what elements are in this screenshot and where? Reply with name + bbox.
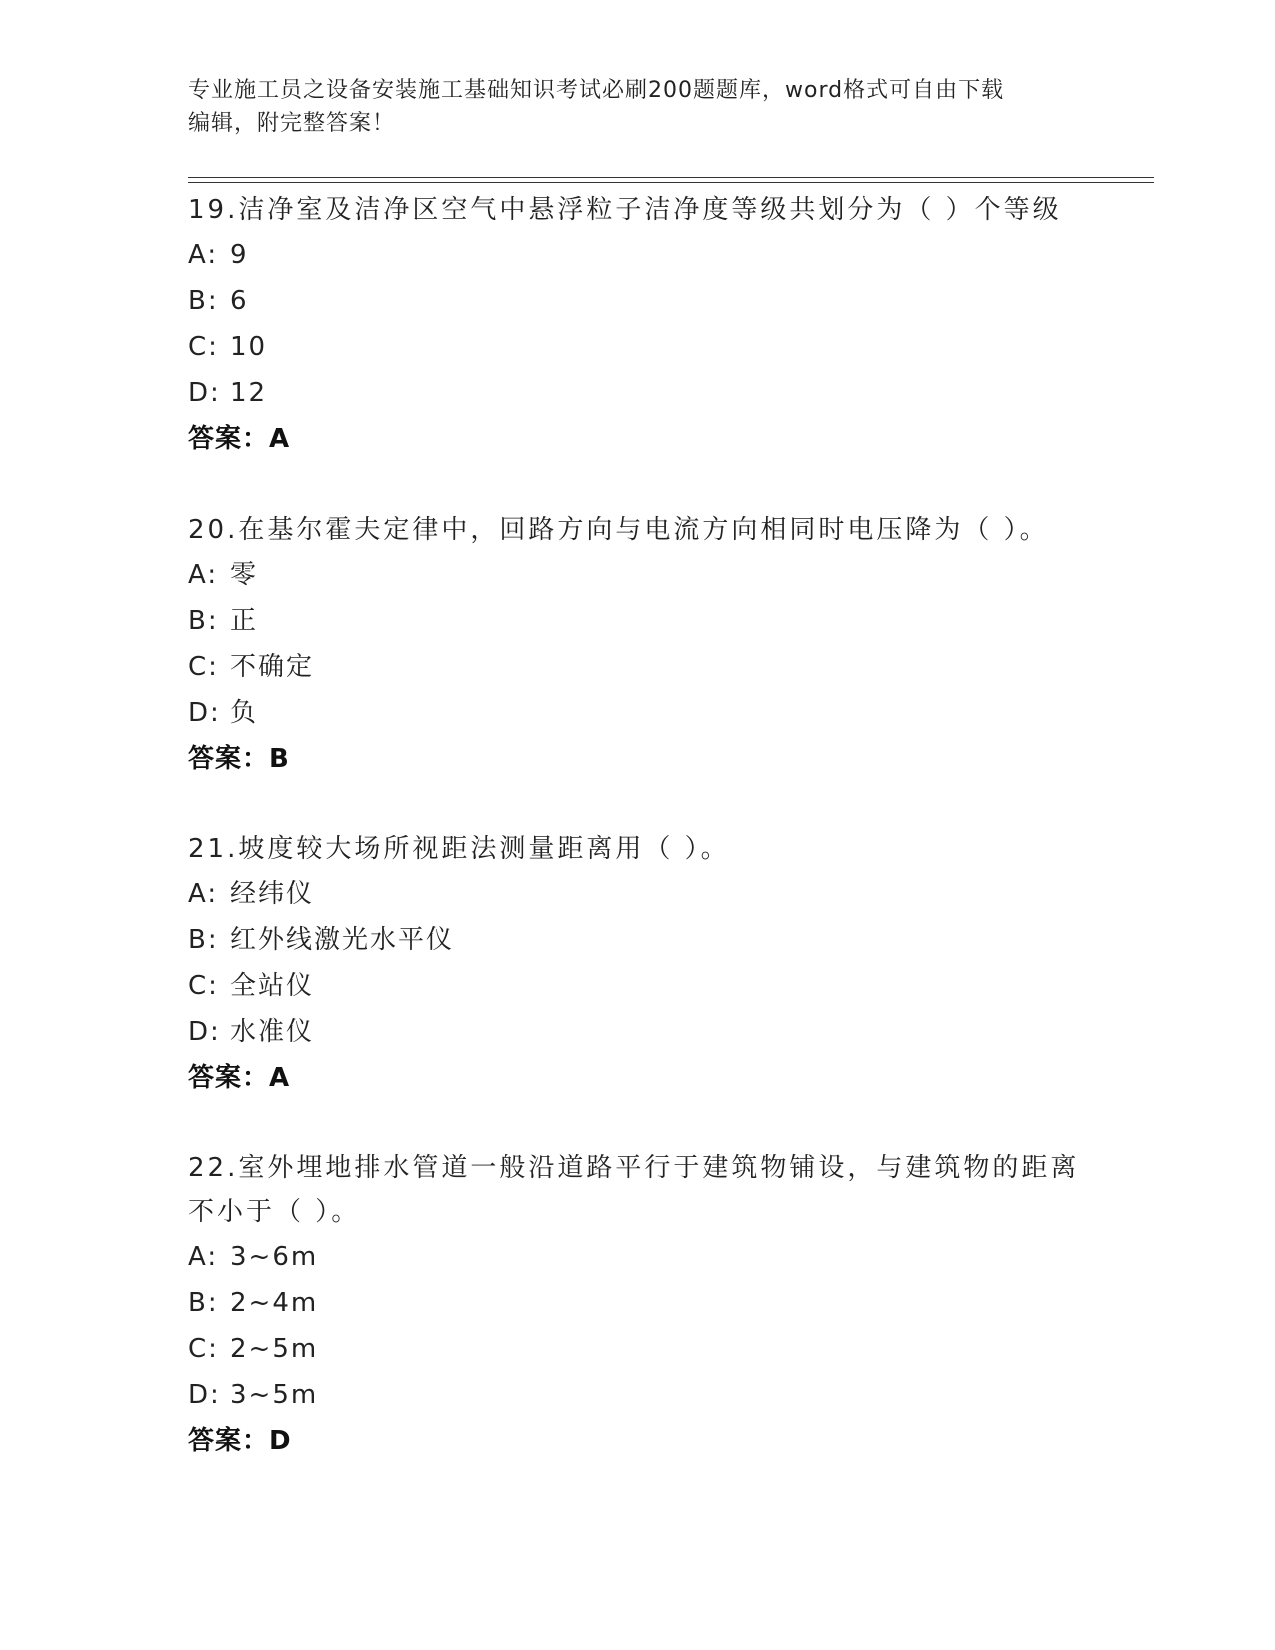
option-text: 全站仪	[230, 971, 315, 1001]
option-text: 2~4m	[230, 1288, 319, 1318]
option-b	[188, 278, 1088, 324]
option-text: 10	[230, 332, 268, 362]
document-header	[188, 74, 1088, 140]
option-key: C:	[188, 1334, 219, 1364]
option-key: D:	[188, 1380, 221, 1410]
option-key: B:	[188, 925, 219, 955]
option-a	[188, 232, 1088, 278]
option-b	[188, 598, 1088, 644]
option-d	[188, 1009, 1088, 1055]
option-c	[188, 963, 1088, 1009]
option-text: 12	[230, 378, 268, 408]
option-text: 红外线激光水平仪	[230, 925, 455, 955]
option-key: D:	[188, 378, 221, 408]
option-text: 正	[230, 606, 259, 636]
question-stem: 21.坡度较大场所视距法测量距离用（ ）。	[188, 834, 730, 864]
header-line-1: 专业施工员之设备安装施工基础知识考试必刷200题题库，word格式可自由下载	[188, 78, 1005, 103]
option-a	[188, 1234, 1088, 1280]
option-a	[188, 552, 1088, 598]
option-key: C:	[188, 332, 219, 362]
option-d	[188, 690, 1088, 736]
option-text: 水准仪	[230, 1017, 315, 1047]
header-line-2: 编辑，附完整答案！	[188, 111, 396, 136]
option-b	[188, 1280, 1088, 1326]
option-a	[188, 871, 1088, 917]
option-c	[188, 1326, 1088, 1372]
header-divider-top	[188, 177, 1154, 178]
question-19	[188, 188, 1088, 462]
question-22	[188, 1146, 1088, 1464]
option-key: C:	[188, 652, 219, 682]
answer-label: 答案：A	[188, 1063, 291, 1093]
question-stem: 20.在基尔霍夫定律中，回路方向与电流方向相同时电压降为（ ）。	[188, 515, 1049, 545]
option-c	[188, 644, 1088, 690]
option-key: A:	[188, 1242, 219, 1272]
option-text: 负	[230, 698, 259, 728]
option-key: A:	[188, 560, 219, 590]
option-text: 6	[230, 286, 249, 316]
option-text: 零	[230, 560, 259, 590]
option-text: 3~5m	[230, 1380, 319, 1410]
question-21	[188, 827, 1088, 1101]
option-text: 9	[230, 240, 249, 270]
question-stem: 19.洁净室及洁净区空气中悬浮粒子洁净度等级共划分为（ ）个等级	[188, 195, 1062, 225]
option-c	[188, 324, 1088, 370]
option-b	[188, 917, 1088, 963]
option-d	[188, 370, 1088, 416]
header-divider-bottom	[188, 182, 1154, 183]
option-key: A:	[188, 879, 219, 909]
answer-label: 答案：D	[188, 1426, 292, 1456]
question-stem: 22.室外埋地排水管道一般沿道路平行于建筑物铺设，与建筑物的距离不小于（ ）。	[188, 1153, 1080, 1227]
answer-label: 答案：A	[188, 424, 291, 454]
option-key: B:	[188, 1288, 219, 1318]
option-key: B:	[188, 286, 219, 316]
question-20	[188, 508, 1088, 782]
answer-label: 答案：B	[188, 744, 290, 774]
option-key: B:	[188, 606, 219, 636]
option-d	[188, 1372, 1088, 1418]
option-text: 3~6m	[230, 1242, 319, 1272]
option-key: C:	[188, 971, 219, 1001]
option-key: A:	[188, 240, 219, 270]
option-text: 经纬仪	[230, 879, 315, 909]
option-text: 不确定	[230, 652, 315, 682]
option-key: D:	[188, 698, 221, 728]
option-text: 2~5m	[230, 1334, 319, 1364]
option-key: D:	[188, 1017, 221, 1047]
